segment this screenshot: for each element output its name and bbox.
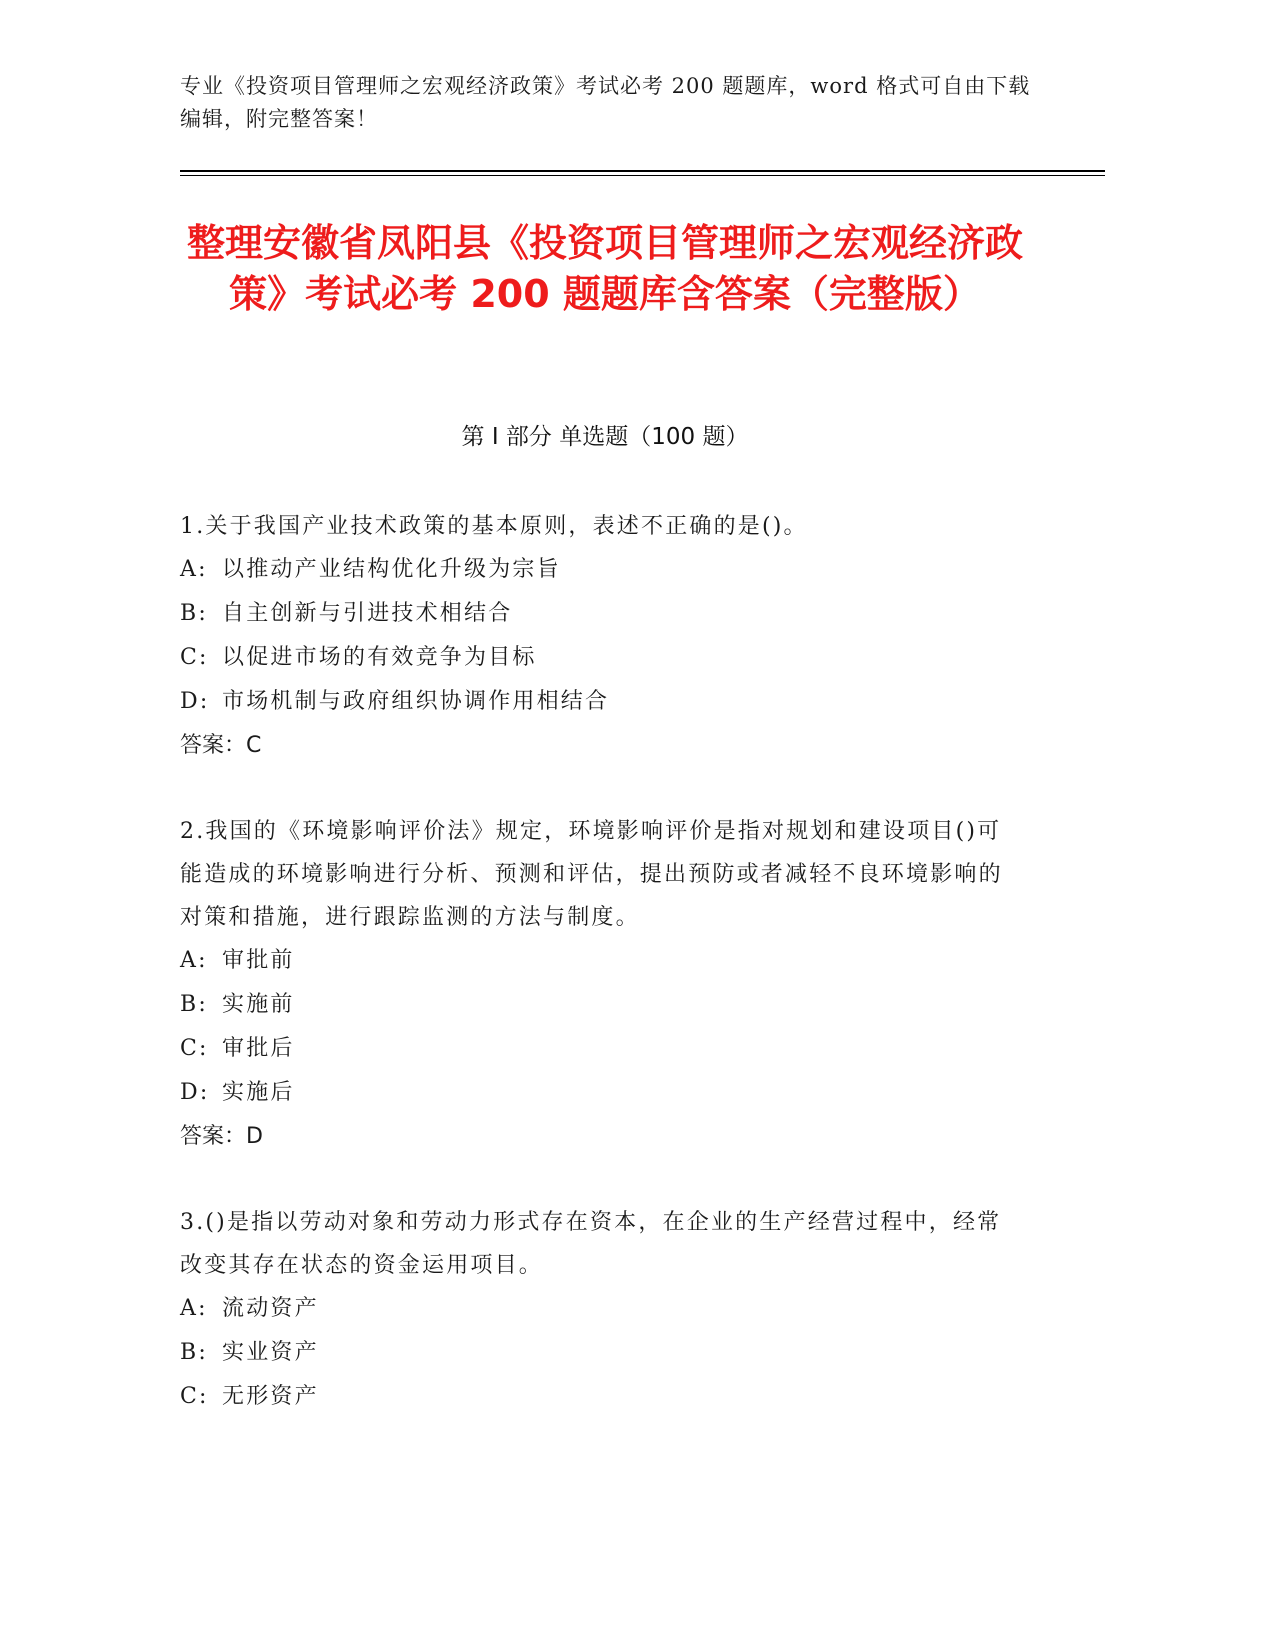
option-text: 审批后: [222, 1036, 295, 1061]
option-key: A:: [180, 557, 208, 582]
question-stem: 2.我国的《环境影响评价法》规定，环境影响评价是指对规划和建设项目()可能造成的环境影响进行分析、预测和评估，提出预防或者减轻不良环境影响的对策和措施，进行跟踪监测的方法与制度。: [180, 819, 1003, 930]
option-d: [180, 680, 1020, 724]
question-2: [180, 810, 1020, 1159]
answer-line: [180, 724, 1020, 768]
option-key: D:: [180, 689, 210, 714]
option-a: [180, 548, 1020, 592]
header-note: 专业《投资项目管理师之宏观经济政策》考试必考 200 题题库，word 格式可自由下载编辑，附完整答案！: [180, 74, 1031, 131]
option-a: [180, 1287, 1020, 1331]
option-text: 以推动产业结构优化升级为宗旨: [222, 557, 561, 582]
option-key: C:: [180, 1384, 209, 1409]
option-c: [180, 636, 1020, 680]
option-c: [180, 1027, 1020, 1071]
option-key: B:: [180, 601, 208, 626]
header-divider-thin: [180, 175, 1105, 176]
section-heading: 第 I 部分 单选题（100 题）: [461, 424, 749, 450]
option-key: B:: [180, 1340, 208, 1365]
option-text: 实施前: [222, 992, 295, 1017]
answer-value: C: [246, 733, 262, 758]
option-text: 实业资产: [222, 1340, 319, 1365]
option-key: D:: [180, 1080, 210, 1105]
option-b: [180, 1331, 1020, 1375]
option-text: 流动资产: [222, 1296, 319, 1321]
option-text: 自主创新与引进技术相结合: [222, 601, 513, 626]
document-title: 整理安徽省凤阳县《投资项目管理师之宏观经济政策》考试必考 200 题题库含答案（完整版）: [186, 221, 1023, 316]
option-text: 无形资产: [222, 1384, 319, 1409]
answer-label: 答案：: [180, 733, 247, 758]
answer-line: [180, 1115, 1020, 1159]
answer-label: 答案：: [180, 1124, 247, 1149]
header-divider-thick: [180, 170, 1105, 172]
option-text: 实施后: [222, 1080, 295, 1105]
option-key: B:: [180, 992, 208, 1017]
option-d: [180, 1071, 1020, 1115]
option-text: 以促进市场的有效竞争为目标: [222, 645, 537, 670]
question-3: [180, 1201, 1020, 1419]
question-stem: 3.()是指以劳动对象和劳动力形式存在资本，在企业的生产经营过程中，经常改变其存在状态的资金运用项目。: [180, 1210, 1002, 1278]
option-b: [180, 983, 1020, 1027]
question-stem: 1.关于我国产业技术政策的基本原则，表述不正确的是()。: [180, 514, 808, 539]
option-text: 审批前: [222, 948, 295, 973]
option-key: A:: [180, 1296, 208, 1321]
option-key: C:: [180, 1036, 209, 1061]
option-b: [180, 592, 1020, 636]
option-key: A:: [180, 948, 208, 973]
question-1: [180, 505, 1020, 768]
answer-value: D: [246, 1124, 263, 1149]
option-c: [180, 1375, 1020, 1419]
option-a: [180, 939, 1020, 983]
option-text: 市场机制与政府组织协调作用相结合: [222, 689, 610, 714]
question-list: [180, 505, 1020, 1461]
option-key: C:: [180, 645, 209, 670]
